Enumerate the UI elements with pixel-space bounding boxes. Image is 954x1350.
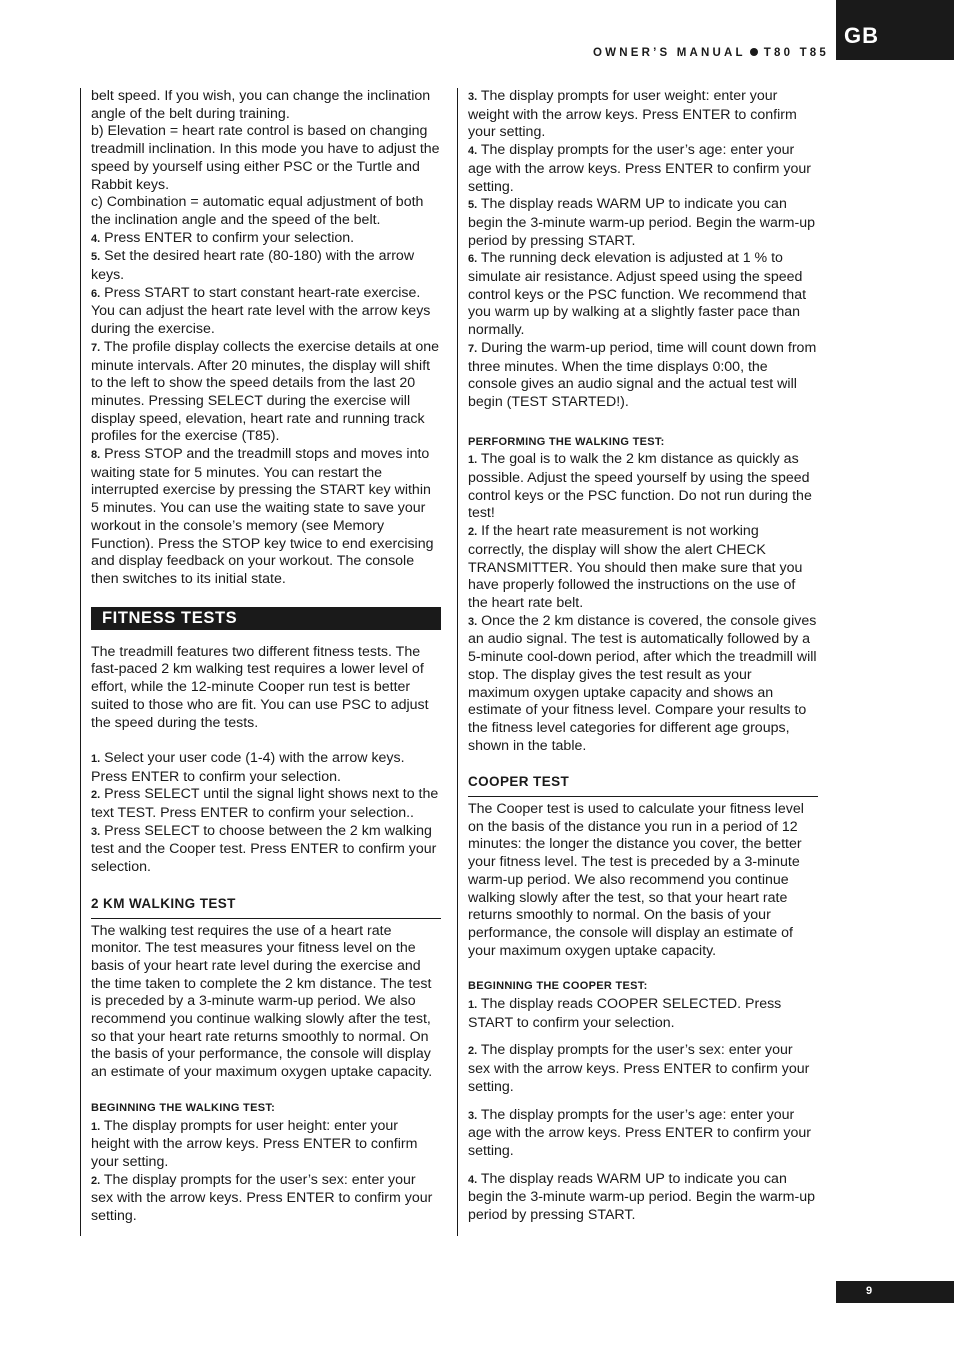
step-text: The display prompts for user weight: enter your weight with the arrow keys. Press ENTER to confirm your setting. <box>468 88 797 141</box>
step-text: The display reads COOPER SELECTED. Press START to confirm your selection. <box>468 996 782 1031</box>
step-number: 6. <box>91 287 101 300</box>
step-number: 2. <box>468 526 478 539</box>
list-item <box>91 1172 440 1226</box>
section-heading-cooper-test: COOPER TEST <box>468 773 818 797</box>
step-text: The display prompts for the user’s sex: enter your sex with the arrow keys. Press ENTER to confirm your setting. <box>91 1171 433 1225</box>
step-text: The profile display collects the exercise details at one minute intervals. After 20 minutes, the display will shift to the left to show the speed details from the last 20 minutes. Pressing SELECT during the exercise will display speed, elevation, heart rate and running track profiles for the exercise (T85). <box>91 338 440 445</box>
spacer <box>468 1032 817 1042</box>
step-number: 4. <box>468 1173 478 1186</box>
step-text: The display prompts for user height: enter your height with the arrow keys. Press ENTER to confirm your setting. <box>91 1117 418 1170</box>
spacer <box>468 1161 817 1171</box>
list-item <box>468 1171 817 1225</box>
running-header <box>593 47 829 59</box>
list-item <box>91 339 440 446</box>
step-text: Press STOP and the treadmill stops and moves into waiting state for 5 minutes. You can restart the interrupted exercise by pressing the START key within 5 minutes. You can use the waiting state to save your workout in the console’s memory (see Memory Function). Press the STOP key twice to end exercising and display feedback on your workout. The console then switches to its initial state. <box>91 446 434 587</box>
step-number: 3. <box>91 825 101 838</box>
step-text: Press ENTER to confirm your selection. <box>104 229 355 246</box>
paragraph: The Cooper test is used to calculate your fitness level on the basis of the distance you run in a period of 12 minutes: the longer the distance you cover, the better your fitness level. The test is preceded by a 3-minute warm-up period. We also recommend you continue walking slowly after the test, so that your heart rate returns smoothly to normal. On the basis of your performance, the console will display an estimate of your maximum oxygen uptake capacity. <box>468 801 804 959</box>
step-text: Press START to start constant heart-rate exercise. You can adjust the heart rate level with the arrow keys during the exercise. <box>91 284 431 338</box>
list-item <box>91 1118 440 1172</box>
step-number: 2. <box>91 789 101 802</box>
step-number: 3. <box>468 1109 478 1122</box>
step-number: 5. <box>468 199 478 212</box>
subheading-beginning-cooper-test: BEGINNING THE COOPER TEST: <box>468 980 648 993</box>
step-number: 4. <box>468 145 478 158</box>
step-number: 1. <box>468 454 478 467</box>
paragraph: belt speed. If you wish, you can change the inclination angle of the belt during training. <box>91 88 431 122</box>
step-text: Press SELECT until the signal light shows next to the text TEST. Press ENTER to confirm your selection.. <box>91 786 439 821</box>
step-text: The display reads WARM UP to indicate you can begin the 3-minute warm-up period. Begin the warm-up period by pressing START. <box>468 1170 815 1224</box>
list-item <box>468 196 817 250</box>
list-item <box>468 340 817 412</box>
step-text: During the warm-up period, time will count down from three minutes. When the time displays 0:00, the console gives an audio signal and the actual test will begin (TEST STARTED!). <box>468 339 817 410</box>
step-number: 1. <box>91 752 101 765</box>
spacer <box>468 1097 817 1107</box>
list-item <box>468 996 817 1032</box>
step-number: 1. <box>468 999 478 1012</box>
subheading-performing-walking-test: PERFORMING THE WALKING TEST: <box>468 435 665 448</box>
paragraph: c) Combination = automatic equal adjustment of both the inclination angle and the speed of the belt. <box>91 194 424 228</box>
step-number: 2. <box>91 1174 101 1187</box>
step-text: If the heart rate measurement is not working correctly, the display will show the alert CHECK TRANSMITTER. You should then make sure that you have properly followed the instructions on the use of the heart rate belt. <box>468 523 803 611</box>
step-number: 7. <box>468 342 478 355</box>
step-text: The display prompts for the user’s age: enter your age with the arrow keys. Press ENTER to confirm your setting. <box>468 142 811 195</box>
list-item <box>468 1107 817 1161</box>
bullet-dot-icon <box>750 48 758 56</box>
manual-title: OWNER’S MANUAL <box>593 47 746 59</box>
right-column <box>457 88 817 1236</box>
list-item <box>468 523 817 613</box>
step-number: 2. <box>468 1045 478 1058</box>
step-text: Once the 2 km distance is covered, the console gives an audio signal. The test is automatically followed by a 5-minute cool-down period, after which the treadmill will stop. The display gives the test result as your maximum oxygen uptake capacity and shows an estimate of your fitness level. Compare your results to the fitness level categories for different age groups, shown in the table. <box>468 612 817 754</box>
step-number: 5. <box>91 251 101 264</box>
list-item <box>468 451 817 523</box>
list-item <box>91 750 440 786</box>
step-text: Select your user code (1-4) with the arrow keys. Press ENTER to confirm your selection. <box>91 749 405 785</box>
step-number: 7. <box>91 341 101 354</box>
step-text: The display prompts for the user’s age: enter your age with the arrow keys. Press ENTER to confirm your setting. <box>468 1106 811 1159</box>
language-tab-label: GB <box>844 23 879 48</box>
list-item <box>91 248 440 284</box>
step-number: 6. <box>468 253 478 266</box>
list-item <box>468 88 817 142</box>
section-heading-fitness-tests: FITNESS TESTS <box>91 607 441 630</box>
page-number-tab <box>836 1281 954 1303</box>
paragraph: The treadmill features two different fitness tests. The fast-paced 2 km walking test requires a lower level of effort, while the 12-minute Cooper run test is better suited to those who are fit. You can use PSC to adjust the speed during the tests. <box>91 643 429 731</box>
list-item <box>91 230 440 249</box>
language-tab <box>836 0 954 60</box>
page-number: 9 <box>866 1285 873 1297</box>
step-text: The display prompts for the user’s sex: enter your sex with the arrow keys. Press ENTER to confirm your setting. <box>468 1042 810 1095</box>
list-item <box>91 285 440 339</box>
list-item <box>468 1042 817 1096</box>
step-text: Set the desired heart rate (80-180) with the arrow keys. <box>91 248 415 284</box>
spacer <box>91 732 440 750</box>
step-number: 3. <box>468 615 478 628</box>
list-item <box>468 142 817 196</box>
list-item <box>91 823 440 877</box>
paragraph: The walking test requires the use of a heart rate monitor. The test measures your fitness level on the basis of your heart rate level during the exercise and the time taken to complete the 2 km distance. The test is preceded by a 3-minute warm-up period. We also recommend you continue walking slowly after the test, so that your heart rate returns smoothly to normal. On the basis of your performance, the console will display an estimate of your maximum oxygen uptake capacity. <box>91 922 433 1081</box>
step-number: 3. <box>468 91 478 103</box>
step-number: 8. <box>91 449 101 462</box>
step-number: 4. <box>91 232 101 245</box>
left-column <box>80 88 440 1236</box>
step-text: Press SELECT to choose between the 2 km walking test and the Cooper test. Press ENTER to confirm your selection. <box>91 822 437 876</box>
section-heading-walking-test: 2 KM WALKING TEST <box>91 895 441 919</box>
subheading-beginning-walking-test: BEGINNING THE WALKING TEST: <box>91 1101 276 1114</box>
list-item <box>91 786 440 822</box>
list-item <box>468 250 817 340</box>
step-text: The running deck elevation is adjusted at 1 % to simulate air resistance. Adjust speed using the speed control keys or the PSC function. We recommend that you warm up by walking at a slightly faster pace than normally. <box>468 250 807 339</box>
step-text: The goal is to walk the 2 km distance as quickly as possible. Adjust the speed yourself by using the speed control keys or the PSC function. Do not run during the test! <box>468 451 812 522</box>
step-text: The display reads WARM UP to indicate you can begin the 3-minute warm-up period. Begin the warm-up period by pressing START. <box>468 196 815 249</box>
list-item <box>91 446 440 589</box>
paragraph: b) Elevation = heart rate control is based on changing treadmill inclination. In this mode you have to adjust the speed by yourself using either PSC or the Turtle and Rabbit keys. <box>91 123 440 193</box>
step-number: 1. <box>91 1120 101 1133</box>
list-item <box>468 613 817 756</box>
model-names: T80 T85 <box>763 47 829 59</box>
